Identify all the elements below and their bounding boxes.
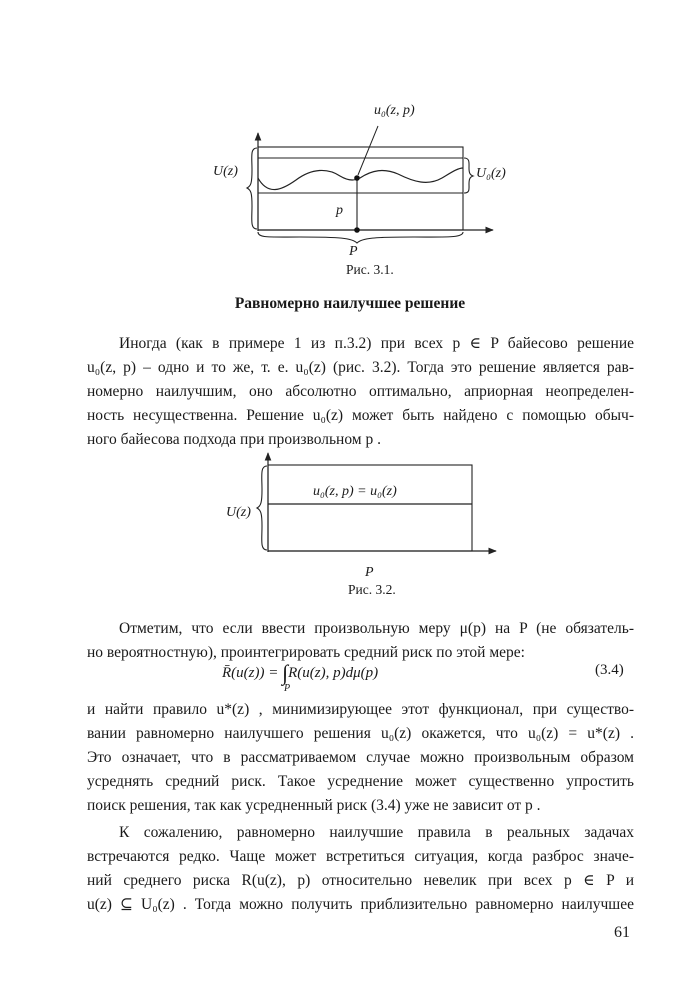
paragraph-4 [87, 821, 634, 917]
section-heading: Равномерно наилучшее решение [234, 295, 466, 312]
text-line: u₀(z, p) – одно и то же, т. е. u₀(z) (рис. 3.2). Тогда это решение является рав- [87, 359, 634, 376]
fig2-label-P: P [365, 565, 374, 580]
fig1-caption: Рис. 3.1. [346, 262, 394, 277]
text-line: но вероятностную), проинтегрировать средний риск по этой мере: [87, 644, 525, 661]
fig2-left-brace [257, 466, 267, 550]
text-line: ного байесова подхода при произвольном p . [87, 431, 381, 448]
text-line: К сожалению, равномерно наилучшие правила в реальных задачах [119, 824, 634, 841]
equation-number: (3.4) [595, 662, 624, 678]
paragraph-3 [87, 698, 634, 818]
page-number: 61 [614, 924, 630, 941]
equation-3-4 [222, 660, 378, 686]
text-line: поиск решения, так как усредненный риск (3.4) уже не зависит от p . [87, 797, 541, 814]
fig1-label-p: p [336, 203, 343, 218]
fig1-label-top: u₀(z, p) [374, 103, 415, 118]
text-line: усреднять средний риск. Такое усреднение может существенно упростить [87, 773, 634, 790]
fig1-label-left: U(z) [213, 164, 238, 179]
text-line: и найти правило u*(z) , минимизирующее этот функционал, при существо- [87, 701, 634, 718]
text-line: Отметим, что если ввести произвольную меру μ(p) на P (не обязатель- [119, 620, 634, 637]
fig2-caption: Рис. 3.2. [348, 582, 396, 597]
text-line: встречаются редко. Чаще может встретиться ситуация, когда разброс значе- [87, 848, 634, 865]
integral-lower-limit: P [284, 683, 291, 694]
equation-lhs: R̄(u(z)) = [222, 665, 283, 681]
fig1-label-right: U₀(z) [476, 166, 506, 181]
equation-rhs: R(u(z), p)dμ(p) [288, 665, 379, 681]
text-line: вании равномерно наилучшего решения u₀(z) окажется, что u₀(z) = u*(z) . [87, 725, 634, 742]
integral-sign: ∫ [282, 660, 289, 685]
fig2-label-left: U(z) [226, 505, 251, 520]
text-line: номерно наилучшим, оно абсолютно оптимально, априорная неопределен- [87, 383, 634, 400]
paragraph-2 [87, 617, 634, 665]
fig2-set-u [268, 465, 472, 551]
fig2-label-inner: u₀(z, p) = u₀(z) [313, 484, 397, 499]
text-line: ний среднего риска R(u(z), p) относительно невелик при всех p ∈ P и [87, 872, 634, 889]
text-line: u(z) ⊆ U₀(z) . Тогда можно получить приблизительно равномерно наилучшее [87, 896, 634, 913]
text-line: Иногда (как в примере 1 из п.3.2) при всех p ∈ P байесово решение [119, 335, 634, 352]
text-line: ность несущественна. Решение u₀(z) может быть найдено с помощью обыч- [87, 407, 634, 424]
text-line: Это означает, что в рассматриваемом случае можно произвольным образом [87, 749, 634, 766]
fig1-label-P: P [349, 244, 358, 259]
